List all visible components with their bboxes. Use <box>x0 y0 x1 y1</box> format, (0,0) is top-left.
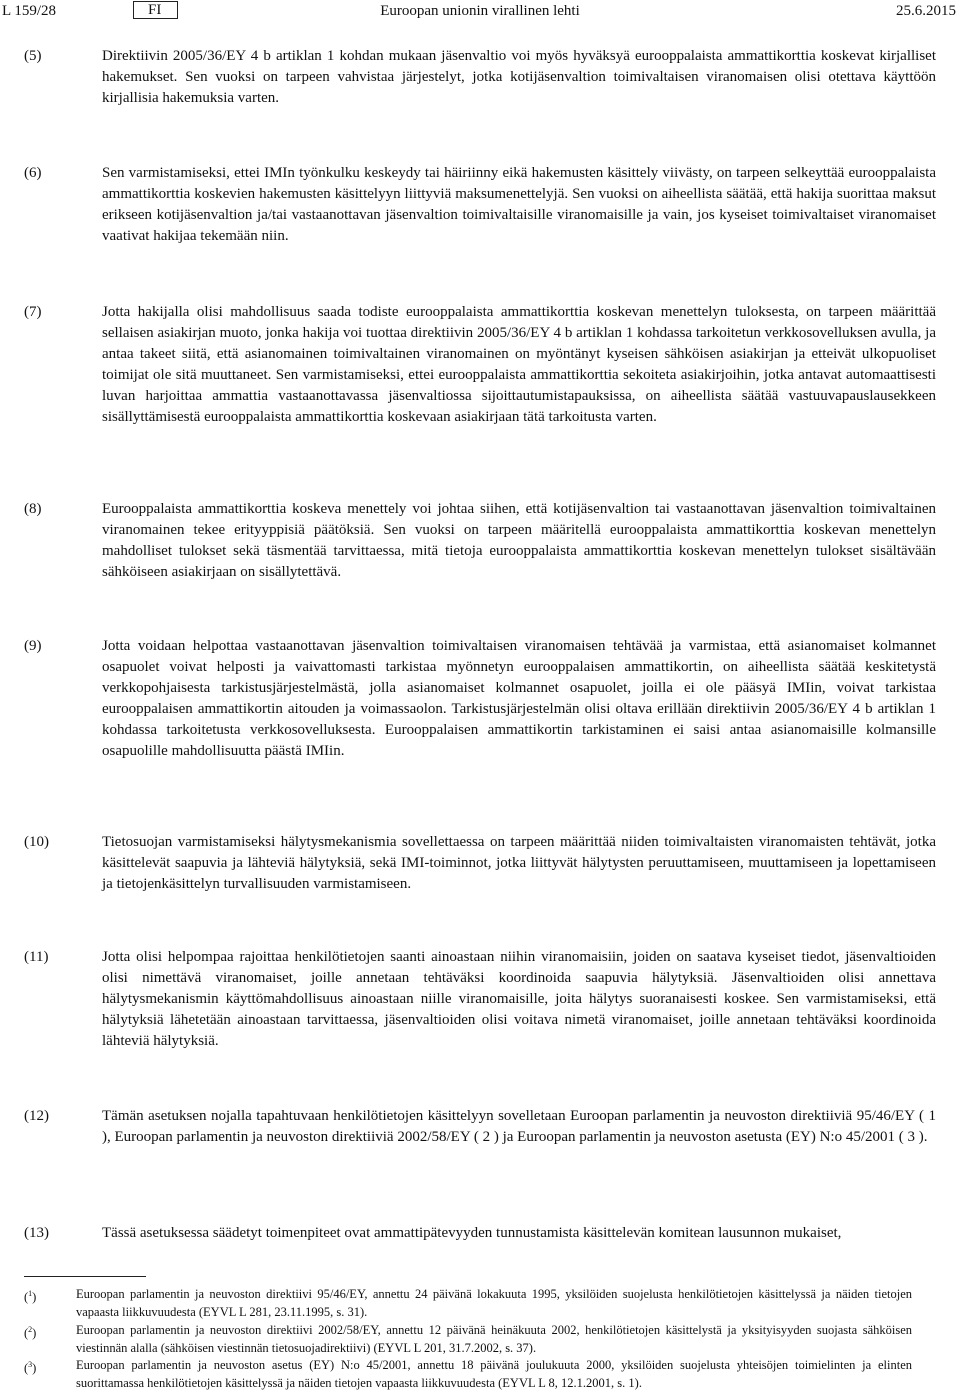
footnote-number: ($^2$) <box>24 1325 37 1341</box>
publication-date: 25.6.2015 <box>896 3 956 19</box>
recital-5 <box>24 46 936 109</box>
footnote-2 <box>24 1321 912 1357</box>
recital-12 <box>24 1106 936 1148</box>
footnote-text: Euroopan parlamentin ja neuvoston direktiivi 2002/58/EY, annettu 12 päivänä heinäkuuta 2002, henkilötietojen käsittelystä ja yksityisyyden suojasta sähköisen viestinnän alalla (sähköisen viestinnän tietosuojadirektiivi) (EYVL L 201, 31.7.2002, s. 37). <box>76 1323 912 1355</box>
recital-10 <box>24 832 936 895</box>
page-header <box>0 0 960 22</box>
recital-9 <box>24 636 936 762</box>
recital-number: (7) <box>24 304 42 320</box>
recital-number: (13) <box>24 1225 49 1241</box>
footnote-text: Euroopan parlamentin ja neuvoston asetus (EY) N:o 45/2001, annettu 18 päivänä joulukuuta 2000, yksilöiden suojelusta yhteisöjen toimielinten ja elinten suorittamassa henkilötietojen käsittelyssä ja näiden tietojen vapaasta liikkuvuudesta (EYVL L 8, 12.1.2001, s. 1). <box>76 1358 912 1390</box>
recital-6 <box>24 163 936 247</box>
recital-number: (12) <box>24 1108 49 1124</box>
footnote-text: Euroopan parlamentin ja neuvoston direktiivi 95/46/EY, annettu 24 päivänä lokakuuta 1995, yksilöiden suojelusta henkilötietojen käsittelyssä ja näiden tietojen vapaasta liikkuvuudesta (EYVL L 281, 23.11.1995, s. 31). <box>76 1287 912 1319</box>
recital-number: (10) <box>24 834 49 850</box>
recital-text: Tietosuojan varmistamiseksi hälytysmekanismia sovellettaessa on tarpeen määrittää niiden toimivaltaisten viranomaisten tehtävät, jotka käsittelevät saapuvia ja lähteviä hälytyksiä, sekä IMI-toiminnot, jotka liittyvät hälytysten peruuttamiseen, muuttamiseen ja lopettamiseen ja tietojenkäsittelyn turvallisuuden varmistamiseen. <box>102 834 936 892</box>
footnote-divider <box>24 1276 146 1277</box>
recital-13 <box>24 1223 936 1244</box>
recital-7 <box>24 302 936 428</box>
recital-8 <box>24 499 936 583</box>
footnote-number: ($^3$) <box>24 1360 37 1376</box>
recital-text: Tämän asetuksen nojalla tapahtuvaan henkilötietojen käsittelyyn sovelletaan Euroopan parlamentin ja neuvoston direktiiviä 95/46/EY ( 1 ), Euroopan parlamentin ja neuvoston direktiiviä 2002/58/EY ( 2 ) ja Euroopan parlamentin ja neuvoston asetusta (EY) N:o 45/2001 ( 3 ). <box>102 1108 936 1145</box>
footnote-3 <box>24 1356 912 1392</box>
recital-text: Jotta hakijalla olisi mahdollisuus saada todiste eurooppalaista ammattikorttia koskevan menettelyn tuloksesta, on tarpeen määrittää sellaisen asiakirjan muoto, jonka hakija voi tuottaa direktiivin 2005/36/EY 4 b artiklan 1 kohdassa tarkoitetun verkkosovelluksen avulla, ja antaa takeet siitä, että asianomainen toimivaltainen viranomainen on myöntänyt kyseisen sähköisen asiakirjan ja etteivät ulkopuoliset toimijat ole sitä muuttaneet. Sen varmistamiseksi, ettei eurooppalaista ammattikorttia sekoiteta asiakirjoihin, jotka antavat automaattisesti luvan harjoittaa ammattia vastaanottavassa jäsenvaltiossa sijoittautumistapauksissa, on aiheellista säätää vastuuvapauslausekkeen sisällyttämisestä eurooppalaista ammattikorttia koskevaan asiakirjaan tätä tarkoitusta varten. <box>102 304 936 425</box>
journal-title: Euroopan unionin virallinen lehti <box>380 3 580 19</box>
footnote-1 <box>24 1285 912 1321</box>
recital-number: (8) <box>24 501 42 517</box>
recital-text: Eurooppalaista ammattikorttia koskeva menettely voi johtaa siihen, että kotijäsenvaltion tai vastaanottavan jäsenvaltion toimivaltainen viranomainen tekee erityyppisiä päätöksiä. Sen vuoksi on tarpeen määritellä eurooppalaista ammattikorttia koskevan menettelyn mahdolliset tulokset sekä täsmentää tarvittaessa, mitä tietoja eurooppalaista ammattikorttia koskevan menettelyn tulokset sisältävään sähköiseen asiakirjaan on sisällytettävä. <box>102 501 936 580</box>
recital-number: (9) <box>24 638 42 654</box>
recital-number: (11) <box>24 949 49 965</box>
recital-text: Jotta olisi helpompaa rajoittaa henkilötietojen saanti ainoastaan niihin viranomaisiin, joiden on saatava kyseiset tiedot, jäsenvaltioiden olisi nimettävä viranomaiset, joille annetaan tehtäväksi koordinoida saapuvia hälytyksiä. Jäsenvaltioiden olisi annettava hälytysmekanismin käyttömahdollisuus ainoastaan niille viranomaisille, joita hälytys suoranaisesti koskee. Sen varmistamiseksi, että hälytyksiä lähetetään ainoastaan tarvittaessa, jäsenvaltioiden olisi voitava nimetä viranomaiset, joille annetaan tehtäväksi koordinoida lähteviä hälytyksiä. <box>102 949 936 1049</box>
recital-text: Jotta voidaan helpottaa vastaanottavan jäsenvaltion toimivaltaisen viranomaisen tehtävää ja varmistaa, että asianomaiset kolmannet osapuolet voivat helposti ja vaivattomasti tarkistaa myönnetyn eurooppalaisen ammattikortin, on aiheellista säätää keskitetystä verkkopohjaisesta tarkistusjärjestelmästä, jolla asianomaiset kolmannet osapuolet, joilla ei ole pääsyä IMIin, voivat tarkistaa eurooppalaisen ammattikortin aitouden ja voimassaolon. Tarkistusjärjestelmän olisi oltava erillään direktiivin 2005/36/EY 4 b artiklan 1 kohdassa tarkoitetusta verkkosovelluksesta. Eurooppalaisen ammattikortin tarkistaminen ei saisi antaa asianomaisille kolmansille osapuolille mahdollisuutta päästä IMIin. <box>102 638 936 759</box>
language-badge: FI <box>133 1 178 19</box>
recital-11 <box>24 947 936 1052</box>
journal-reference: L 159/28 <box>2 3 57 19</box>
recital-text: Tässä asetuksessa säädetyt toimenpiteet ovat ammattipätevyyden tunnustamista käsittelevän komitean lausunnon mukaiset, <box>102 1225 842 1241</box>
recital-number: (5) <box>24 48 42 64</box>
recital-number: (6) <box>24 165 42 181</box>
footnote-number: ($^1$) <box>24 1289 37 1305</box>
recital-text: Direktiivin 2005/36/EY 4 b artiklan 1 kohdan mukaan jäsenvaltio voi myös hyväksyä eurooppalaista ammattikorttia koskevat kirjalliset hakemukset. Sen vuoksi on tarpeen vahvistaa järjestelyt, jotka kotijäsenvaltion toimivaltaisen viranomaisen olisi otettava käyttöön kirjallisia hakemuksia varten. <box>102 48 936 106</box>
recital-text: Sen varmistamiseksi, ettei IMIn työnkulku keskeydy tai häiriinny eikä hakemusten käsittely viivästy, on tarpeen selkeyttää eurooppalaista ammattikorttia koskevien hakemusten käsittelyyn liittyviä maksumenettelyjä. Sen vuoksi on aiheellista säätää, että hakija suorittaa maksut erikseen kotijäsenvaltion ja/tai vastaanottavan jäsenvaltion toimivaltaisille viranomaisille ja vain, jos kyseiset toimivaltaiset viranomaiset vaativat hakijaa tekemään niin. <box>102 165 936 244</box>
